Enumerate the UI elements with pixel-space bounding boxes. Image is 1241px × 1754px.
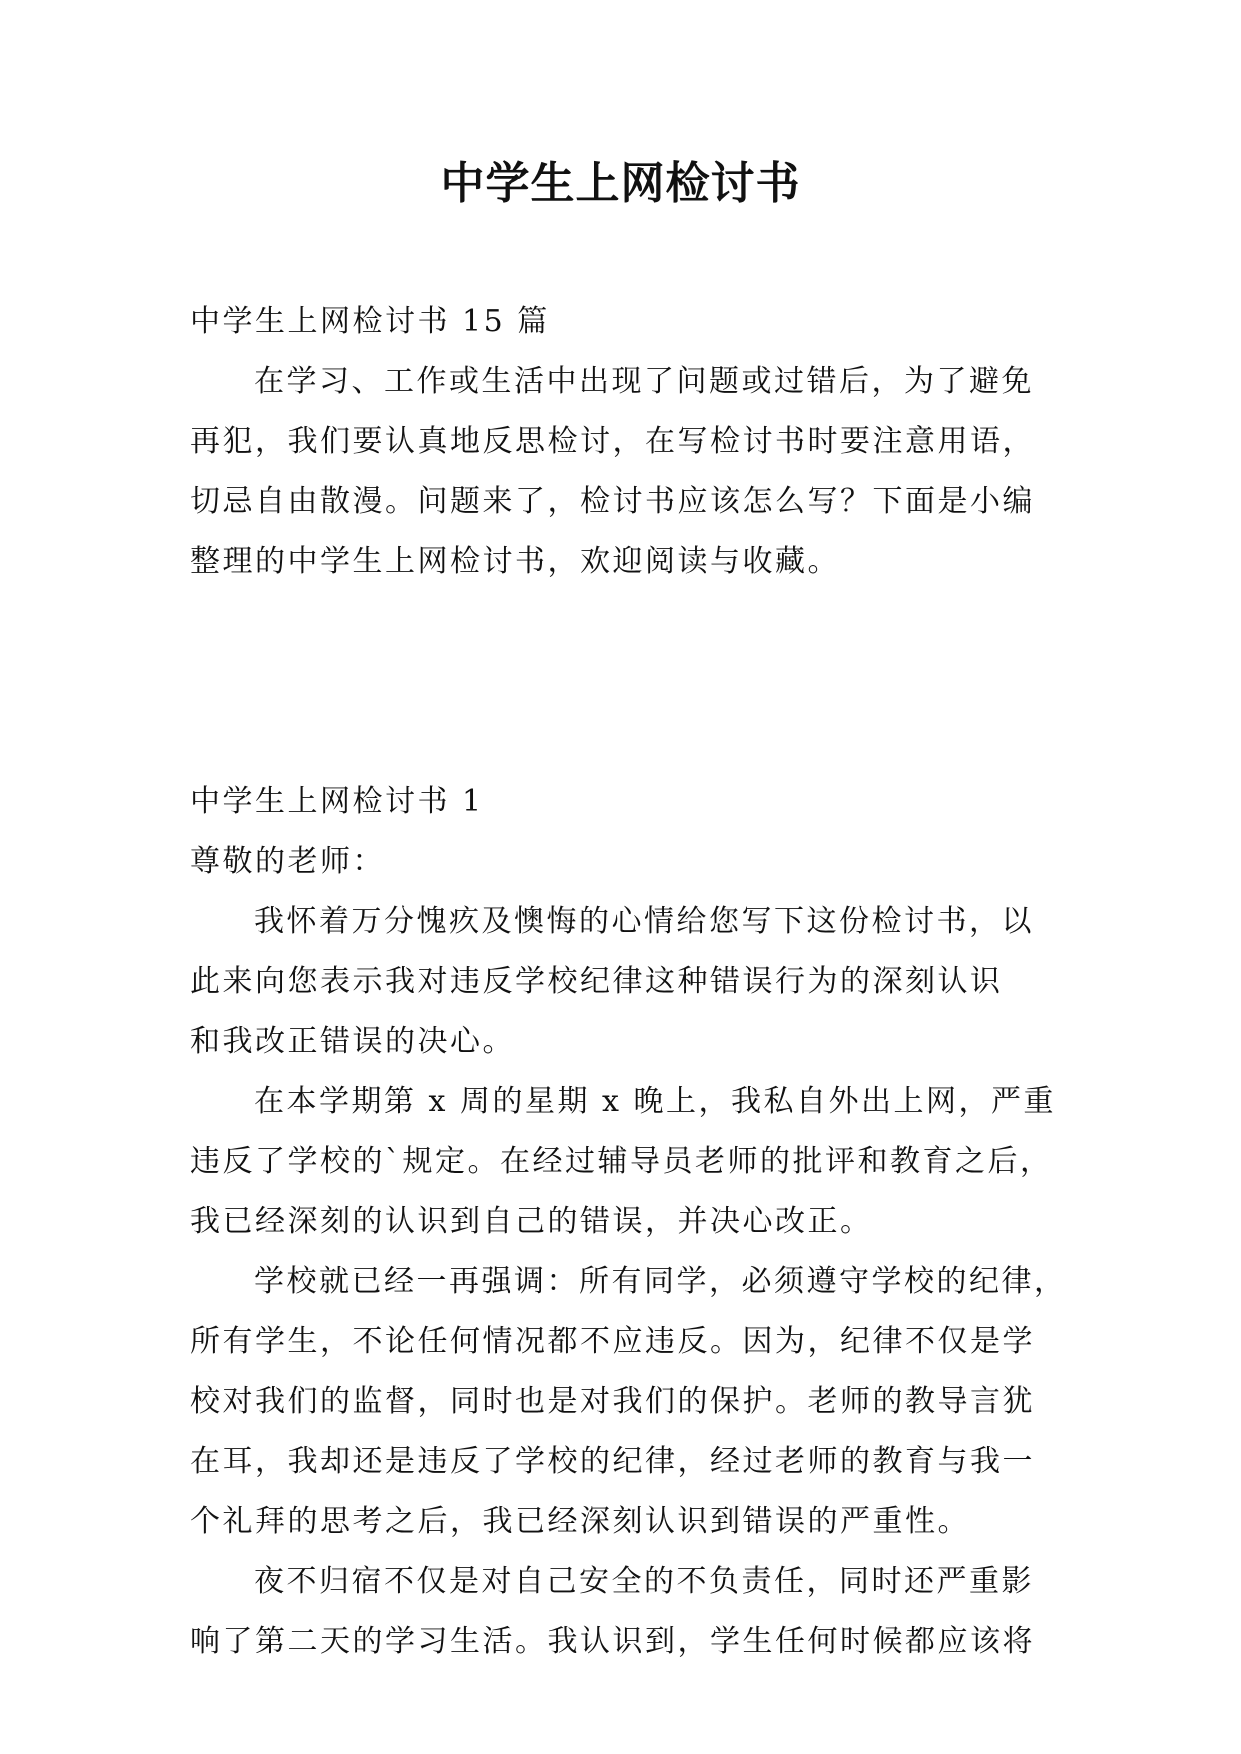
paragraph-line: 在本学期第 x 周的星期 x 晚上，我私自外出上网，严重 [254,1084,1056,1119]
paragraph-line: 我怀着万分愧疚及懊悔的心情给您写下这份检讨书，以 [254,904,1034,939]
paragraph-line: 学校就已经一再强调：所有同学，必须遵守学校的纪律， [254,1264,1067,1299]
paragraph-line: 切忌自由散漫。问题来了，检讨书应该怎么写？下面是小编 [190,484,1035,519]
paragraph-line: 夜不归宿不仅是对自己安全的不负责任，同时还严重影 [254,1564,1034,1599]
section-spacer [190,592,1060,772]
document-body [190,292,1067,1672]
paragraph-line: 整理的中学生上网检讨书，欢迎阅读与收藏。 [190,544,840,579]
paragraph-line: 此来向您表示我对违反学校纪律这种错误行为的深刻认识 [190,964,1003,999]
intro-paragraph [190,352,1060,592]
body-paragraph [190,1252,1067,1552]
paragraph-line: 响了第二天的学习生活。我认识到，学生任何时候都应该将 [190,1624,1035,1659]
document-title: 中学生上网检讨书 [440,158,801,209]
document-subtitle: 中学生上网检讨书 15 篇 [190,304,550,339]
paragraph-line: 个礼拜的思考之后，我已经深刻认识到错误的严重性。 [190,1504,970,1539]
paragraph-line: 在耳，我却还是违反了学校的纪律，经过老师的教育与我一 [190,1444,1035,1479]
paragraph-line: 违反了学校的`规定。在经过辅导员老师的批评和教育之后， [190,1144,1053,1179]
body-paragraph [190,892,1060,1072]
body-paragraph [190,1552,1060,1672]
section-heading: 中学生上网检讨书 1 [190,784,484,819]
paragraph-line: 再犯，我们要认真地反思检讨，在写检讨书时要注意用语， [190,424,1035,459]
salutation: 尊敬的老师： [190,844,385,879]
paragraph-line: 我已经深刻的认识到自己的错误，并决心改正。 [190,1204,873,1239]
paragraph-line: 所有学生，不论任何情况都不应违反。因为，纪律不仅是学 [190,1324,1035,1359]
paragraph-line: 校对我们的监督，同时也是对我们的保护。老师的教导言犹 [190,1384,1035,1419]
paragraph-line: 和我改正错误的决心。 [190,1024,515,1059]
paragraph-line: 在学习、工作或生活中出现了问题或过错后，为了避免 [254,364,1034,399]
body-paragraph [190,1072,1060,1252]
